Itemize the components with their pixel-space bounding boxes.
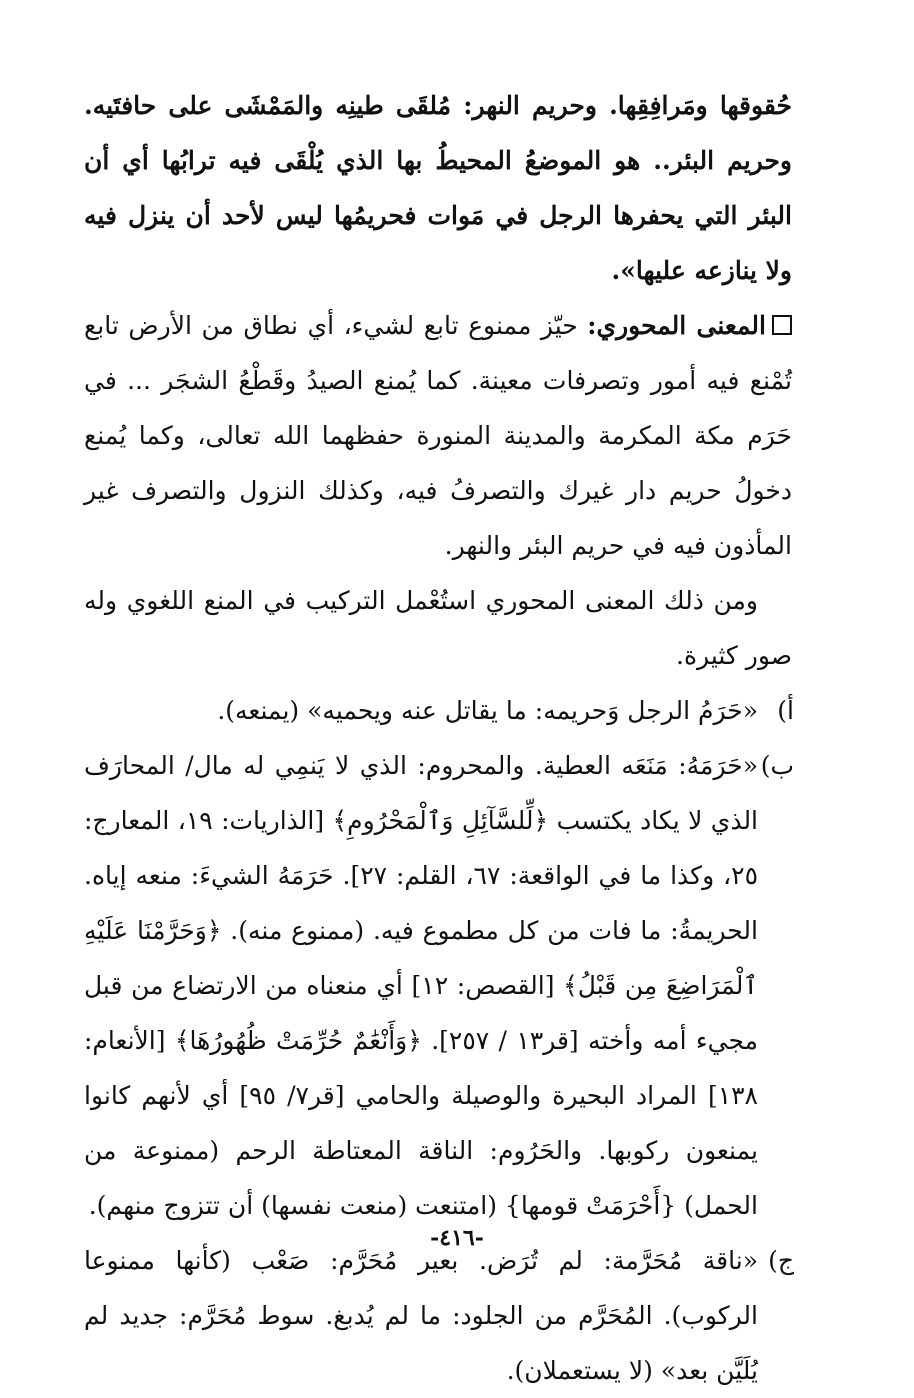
core-meaning-text: حيّز ممنوع تابع لشيء، أي نطاق من الأرض تابع تُمْنع فيه أمور وتصرفات معينة. كما يُمنع الصيدُ وقَطْعُ الشجَر ... في حَرَم مكة المكرمة والمدينة المنورة حفظهما الله تعالى، وكما يُمنع دخولُ حريم دار غيرك والتصرفُ فيه، وكذلك النزول والتصرف غير المأذون فيه في حريم البئر والنهر. [84,311,792,560]
core-meaning-paragraph [84,298,792,573]
usage-paragraph: ومن ذلك المعنى المحوري استُعْمل التركيب في المنع اللغوي وله صور كثيرة. [84,586,792,670]
entry-c [84,1233,792,1398]
checkbox-square-icon [772,315,792,335]
entry-b-label: ب) [760,751,794,780]
entry-b-text: «حَرَمَهُ: مَنَعَه العطية. والمحروم: الذي لا يَنمِي له مال/ المحارَف الذي لا يكاد يكتسب ﴿لِّلسَّآئِلِ وَٱلْمَحْرُومِ﴾ [الذاريات: ١٩، المعارج: ٢٥، وكذا ما في الواقعة: ٦٧، القلم: ٢٧]. حَرَمَهُ الشيءَ: منعه إياه. الحريمةُ: ما فات من كل مطموع فيه. (ممنوع منه). ﴿وَحَرَّمْنَا عَلَيْهِ ٱلْمَرَاضِعَ مِن قَبْلُ﴾ [القصص: ١٢] أي منعناه من الارتضاع من قبل مجيء أمه وأخته [قر١٣ / ٢٥٧]. ﴿وَأَنْعَٰمٌ حُرِّمَتْ ظُهُورُهَا﴾ [الأنعام: ١٣٨] المراد البحيرة والوصيلة والحامي [قر٧/ ٩٥] أي لأنهم كانوا يمنعون ركوبها. والحَرُوم: الناقة المعتاطة الرحم (ممنوعة من الحمل) {أَحْرَمَتْ قومها} (امتنعت (منعت نفسها) أن تتزوج منهم). [84,751,759,1220]
entry-a-label: أ) [777,696,794,725]
page-body [84,78,792,1398]
entry-c-text: «ناقة مُحَرَّمة: لم تُرَض. بعير مُحَرَّم: صَعْب (كأنها ممنوعا الركوب). المُحَرَّم من الجلود: ما لم يُدبغ. سوط مُحَرَّم: جديد لم يُلَيَّن بعد» (لا يستعملان). [84,1246,758,1385]
entry-a [84,683,792,738]
entry-a-text: «حَرَمُ الرجل وَحريمه: ما يقاتل عنه ويحميه» (يمنعه). [217,696,758,725]
entry-b [84,738,792,1233]
entry-c-label: ج) [768,1246,794,1275]
core-meaning-label: المعنى المحوري: [587,311,766,340]
page-number: -٤١٦- [430,1225,484,1251]
intro-paragraph: حُقوقها ومَرافِقِها. وحريم النهر: مُلقَى طينِه والمَمْشَى على حافتَيه. وحريم البئر.. هو الموضعُ المحيطُ بها الذي يُلْقَى فيه ترابُها أي أن البئر التي يحفرها الرجل في مَوات فحريمُها ليس لأحد أن ينزل فيه ولا ينازعه عليها». [84,91,792,285]
